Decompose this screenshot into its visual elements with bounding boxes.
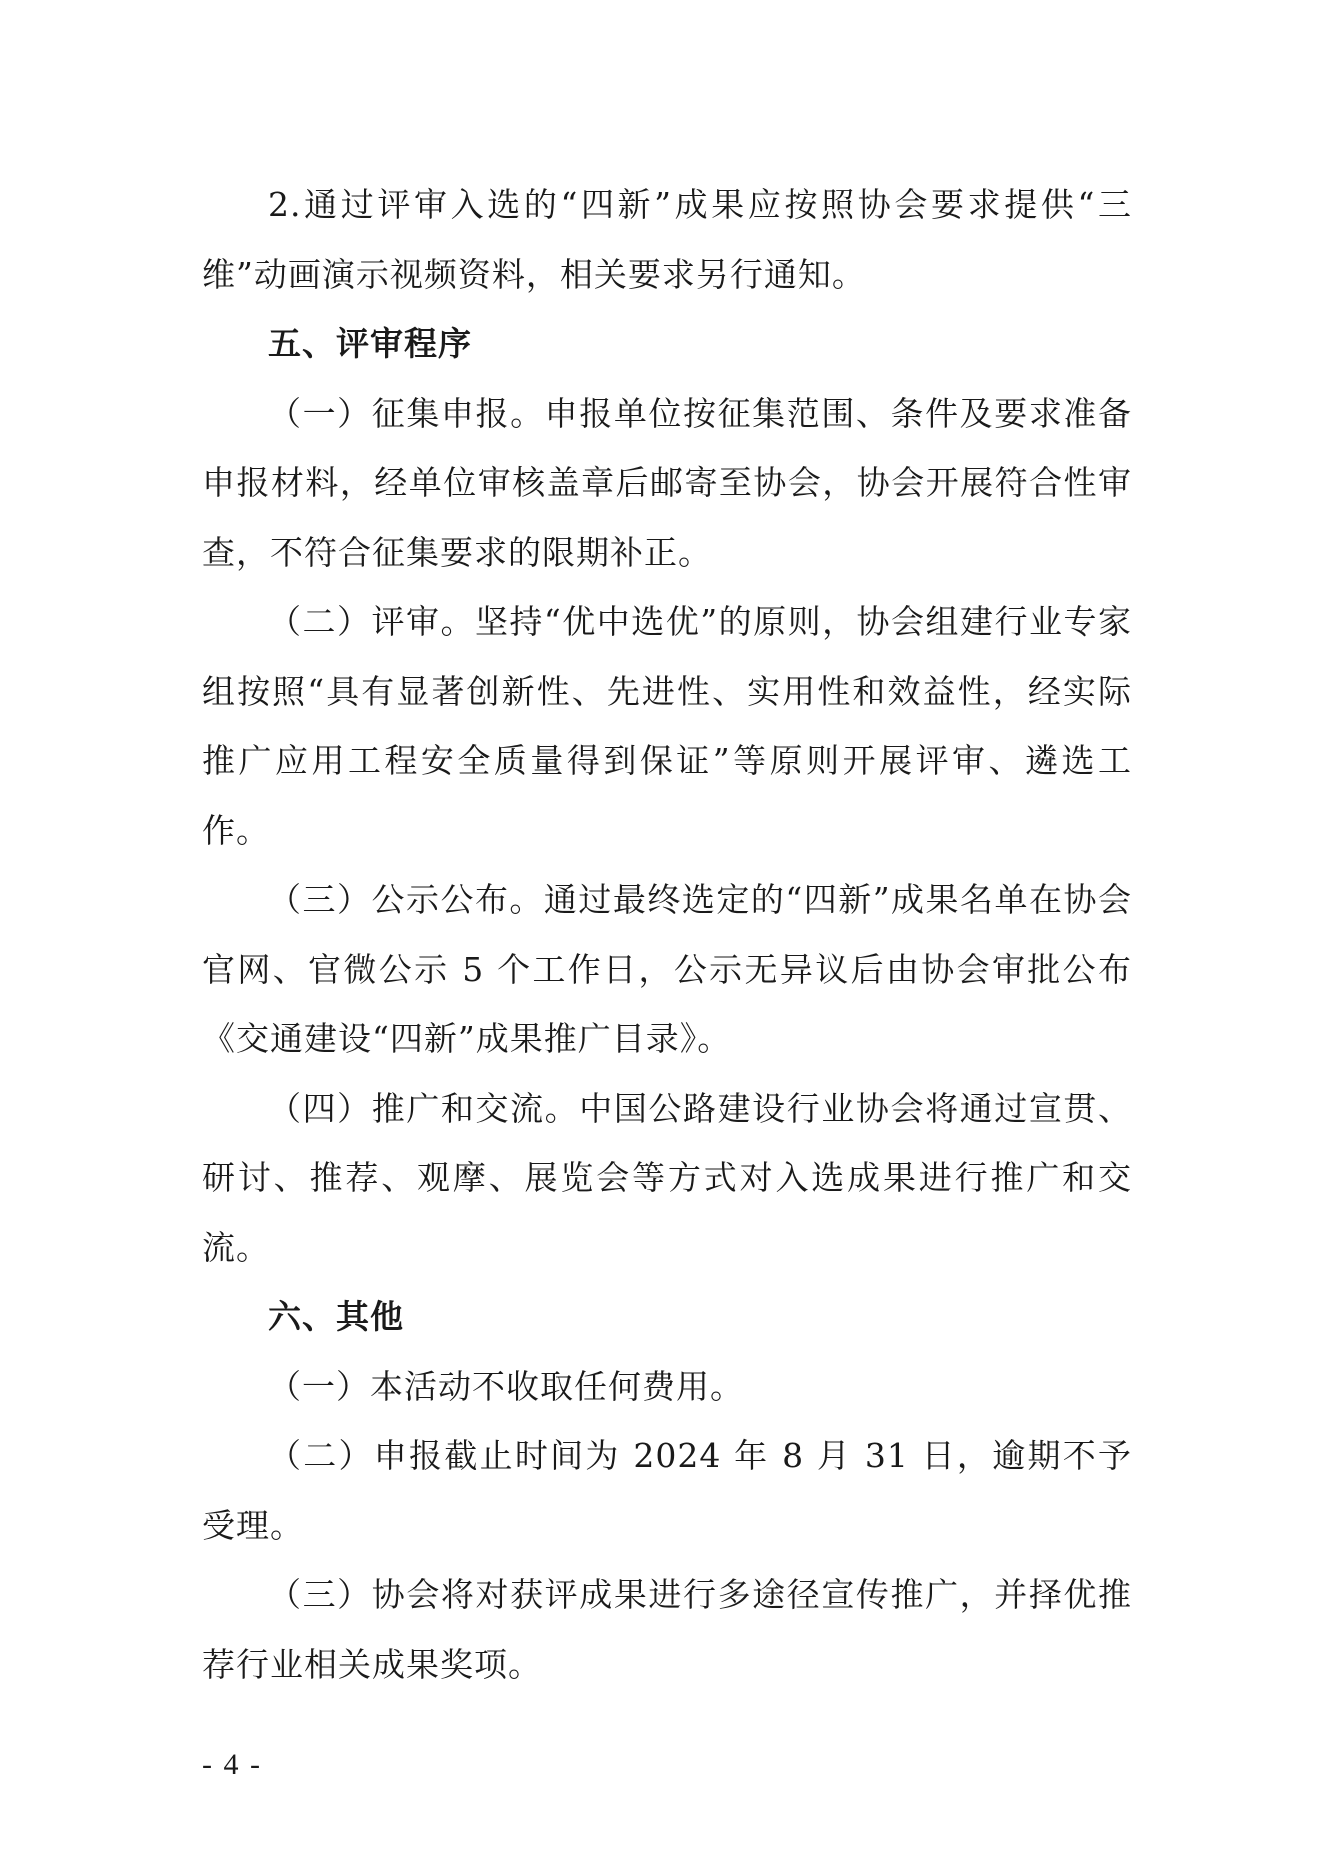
section-heading-other: 六、其他 — [268, 1297, 404, 1336]
paragraph-review: （二）评审。坚持“优中选优”的原则，协会组建行业专家组按照“具有显著创新性、先进性、实用性和效益性，经实际推广应用工程安全质量得到保证”等原则开展评审、遴选工作。 — [202, 602, 1132, 850]
paragraph-video-requirement: 2.通过评审入选的“四新”成果应按照协会要求提供“三维”动画演示视频资料，相关要求另行通知。 — [202, 185, 1132, 294]
document-body — [202, 170, 1132, 1699]
paragraph-collection-application: （一）征集申报。申报单位按征集范围、条件及要求准备申报材料，经单位审核盖章后邮寄至协会，协会开展符合性审查，不符合征集要求的限期补正。 — [202, 393, 1132, 572]
page-number: - 4 - — [202, 1748, 262, 1781]
paragraph-deadline: （二）申报截止时间为 2024 年 8 月 31 日，逾期不予受理。 — [202, 1436, 1132, 1545]
paragraph-no-fee: （一）本活动不收取任何费用。 — [268, 1366, 744, 1406]
section-heading-review-procedure: 五、评审程序 — [268, 324, 472, 363]
paragraph-promotion-exchange: （四）推广和交流。中国公路建设行业协会将通过宣贯、研讨、推荐、观摩、展览会等方式对入选成果进行推广和交流。 — [202, 1088, 1132, 1267]
paragraph-publicity: （三）公示公布。通过最终选定的“四新”成果名单在协会官网、官微公示 5 个工作日，公示无异议后由协会审批公布《交通建设“四新”成果推广目录》。 — [202, 880, 1132, 1058]
paragraph-publicity-recommendation: （三）协会将对获评成果进行多途径宣传推广，并择优推荐行业相关成果奖项。 — [202, 1575, 1132, 1684]
